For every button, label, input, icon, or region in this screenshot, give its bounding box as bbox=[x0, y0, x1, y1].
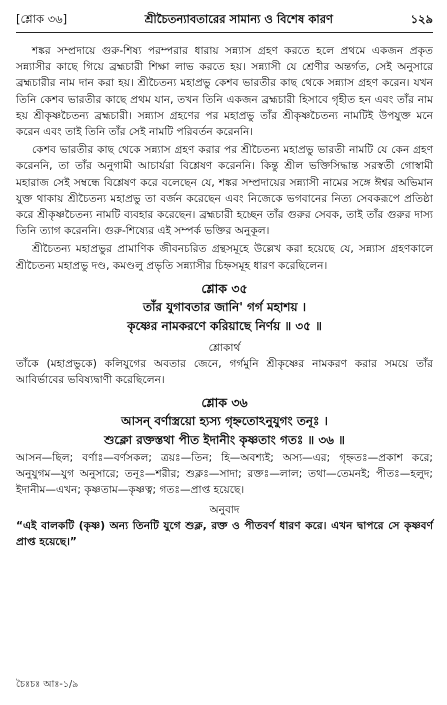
verse-36-section-title: অনুবাদ bbox=[209, 503, 240, 516]
running-header bbox=[16, 10, 433, 33]
header-chapter-title: শ্রীচৈতন্যাবতারের সামান্য ও বিশেষ কারণ bbox=[144, 12, 333, 26]
header-page-number: ১২৯ bbox=[410, 12, 433, 26]
verse-35-title: শ্লোক ৩৫ bbox=[201, 280, 248, 296]
header-verse-ref: [শ্লোক ৩৬] bbox=[16, 12, 68, 26]
verse-35-translation: তাঁকে (মহাপ্রভুকে) কলিযুগের অবতার জেনে, গর্গমুনি শ্রীকৃষ্ণের নামকরণ করার সময়ে তাঁর আবির্ভাবের ভবিষ্যদ্বাণী করেছিলেন। bbox=[16, 357, 433, 386]
verse-36-line-1: আসন্ বর্ণাস্ত্রয়ো হ্যস্য গৃহ্নতোঽনুযুগং তনূঃ । bbox=[121, 413, 328, 428]
verse-35-section-title: শ্লোকার্থ bbox=[208, 341, 241, 354]
page-footer-signature: চৈঃচঃ আঃ-১/৯ bbox=[16, 679, 79, 690]
purport-paragraph-2: কেশব ভারতীর কাছ থেকে সন্ন্যাস গ্রহণ করার পর শ্রীচৈতন্য মহাপ্রভু ভারতী নামটি যে কেন গ্রহণ করেননি, তা তাঁর অনুগামী আচার্যরা বিশ্লেষণ করেননি। কিন্তু শ্রীল ভক্তিসিদ্ধান্ত সরস্বতী গোস্বামী মহারাজ সেই সম্বন্ধে বিশ্লেষণ করে বলেছেন যে, শঙ্কর সম্প্রদায়ের সন্ন্যাসী নামের সঙ্গে ঈশ্বর অভিমান যুক্ত থাকায় শ্রীচৈতন্য মহাপ্রভু তা বর্জন করেছেন এবং নিজেকে ভগবানের নিত্য সেবকরূপে প্রতিষ্ঠা করে শ্রীকৃষ্ণচৈতন্য নামটি ব্যবহার করেছেন। ব্রহ্মচারী হচ্ছেন তাঁর গুরুর সেবক, তাই তাঁর গুরুর দাস্য তিনি ত্যাগ করেননি। গুরু-শিষ্যের এই সম্পর্ক ভক্তির অনুকূল। bbox=[16, 144, 433, 238]
verse-36-synonyms: আসন—ছিল; বর্ণাঃ—বর্ণসকল; ত্রয়ঃ—তিন; হি—অবশ্যই; অস্য—এর; গৃহ্নতঃ—প্রকাশ করে; অনুযুগম—যুগ অনুসারে; তনূঃ—শরীর; শুক্লঃ—সাদা; রক্তঃ—লাল; তথা—তেমনই; পীতঃ—হলুদ; ইদানীম—এখন; কৃষ্ণতাম—কৃষ্ণত্ব; গতঃ—প্রাপ্ত হয়েছে। bbox=[16, 451, 433, 496]
page-body bbox=[16, 43, 433, 550]
purport-paragraph-1: শঙ্কর সম্প্রদায়ে গুরু-শিষ্য পরম্পরার ধারায় সন্ন্যাস গ্রহণ করতে হলে প্রথমে একজন প্রকৃত সন্ন্যাসীর কাছে গিয়ে ব্রহ্মচারী শিক্ষা লাভ করতে হয়। সন্ন্যাসী যে শ্রেণীর অন্তর্গত, সেই অনুসারে ব্রহ্মচারীর নাম দান করা হয়। শ্রীচৈতন্য মহাপ্রভু কেশব ভারতীর কাছ থেকে সন্ন্যাস গ্রহণ করেন। যখন তিনি কেশব ভারতীর কাছে প্রথম যান, তখন তিনি একজন ব্রহ্মচারী হিসাবে গৃহীত হন এবং তাঁর নাম হয় শ্রীকৃষ্ণচৈতন্য ব্রহ্মচারী। সন্ন্যাস গ্রহণের পর মহাপ্রভু তাঁর শ্রীকৃষ্ণচৈতন্য নামটিই উপযুক্ত মনে করেন এবং তাই তিনি তাঁর সেই নামটি পরিবর্তন করেননি। bbox=[16, 45, 433, 139]
verse-36-title: শ্লোক ৩৬ bbox=[201, 394, 248, 410]
verse-36-line-2: শুক্লো রক্তস্তথা পীত ইদানীং কৃষ্ণতাং গতঃ ॥ ৩৬ ॥ bbox=[104, 432, 345, 447]
purport-paragraph-3: শ্রীচৈতন্য মহাপ্রভুর প্রামাণিক জীবনচরিত গ্রন্থসমূহে উল্লেখ করা হয়েছে যে, সন্ন্যাস গ্রহণকালে শ্রীচৈতন্য মহাপ্রভু দণ্ড, কমণ্ডলু প্রভৃতি সন্ন্যাসীর চিহ্নসমূহ ধারণ করেছিলেন। bbox=[16, 243, 433, 272]
verse-36-translation: “এই বালকটি (কৃষ্ণ) অন্য তিনটি যুগে শুক্ল, রক্ত ও পীতবর্ণ ধারণ করে। এখন দ্বাপরে সে কৃষ্ণবর্ণ প্রাপ্ত হয়েছে।” bbox=[16, 519, 433, 548]
verse-35-line-2: কৃষ্ণের নামকরণে করিয়াছে নির্ণয় ॥ ৩৫ ॥ bbox=[127, 318, 322, 333]
verse-35-line-1: তাঁর যুগাবতার জানি' গর্গ মহাশয় । bbox=[142, 299, 307, 314]
